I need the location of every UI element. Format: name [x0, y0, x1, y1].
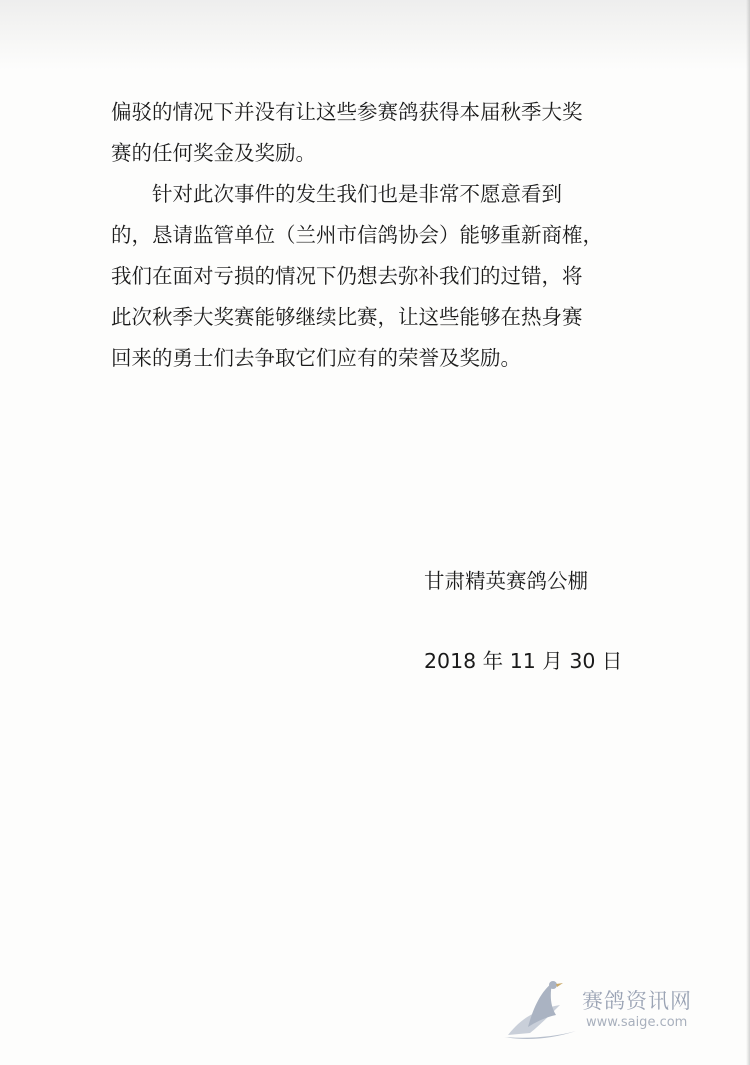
paragraph-2-line-1: 针对此次事件的发生我们也是非常不愿意看到: [152, 182, 562, 206]
pigeon-logo-icon: [500, 975, 580, 1045]
watermark-site-url: www.saige.com: [586, 1015, 688, 1030]
paragraph-2-line-5: 回来的勇士们去争取它们应有的荣誉及奖励。: [111, 346, 521, 370]
scan-shadow-top: [0, 0, 750, 70]
watermark-site-name: 赛鸽资讯网: [582, 989, 692, 1013]
scan-shadow-right: [746, 0, 750, 1065]
paragraph-1-line-2: 赛的任何奖金及奖励。: [111, 141, 316, 165]
signature-organization: 甘肃精英赛鸽公棚: [424, 569, 588, 593]
letter-body: [111, 92, 671, 379]
paragraph-1-line-1: 偏驳的情况下并没有让这些参赛鸽获得本届秋季大奖: [111, 100, 583, 124]
paragraph-2-line-3: 我们在面对亏损的情况下仍想去弥补我们的过错，将: [111, 264, 583, 288]
paragraph-2-line-2: 的，恳请监管单位（兰州市信鸽协会）能够重新商榷，: [111, 223, 603, 247]
signature-date: 2018 年 11 月 30 日: [424, 649, 623, 673]
paragraph-2-line-4: 此次秋季大奖赛能够继续比赛，让这些能够在热身赛: [111, 305, 583, 329]
watermark: [500, 975, 715, 1045]
